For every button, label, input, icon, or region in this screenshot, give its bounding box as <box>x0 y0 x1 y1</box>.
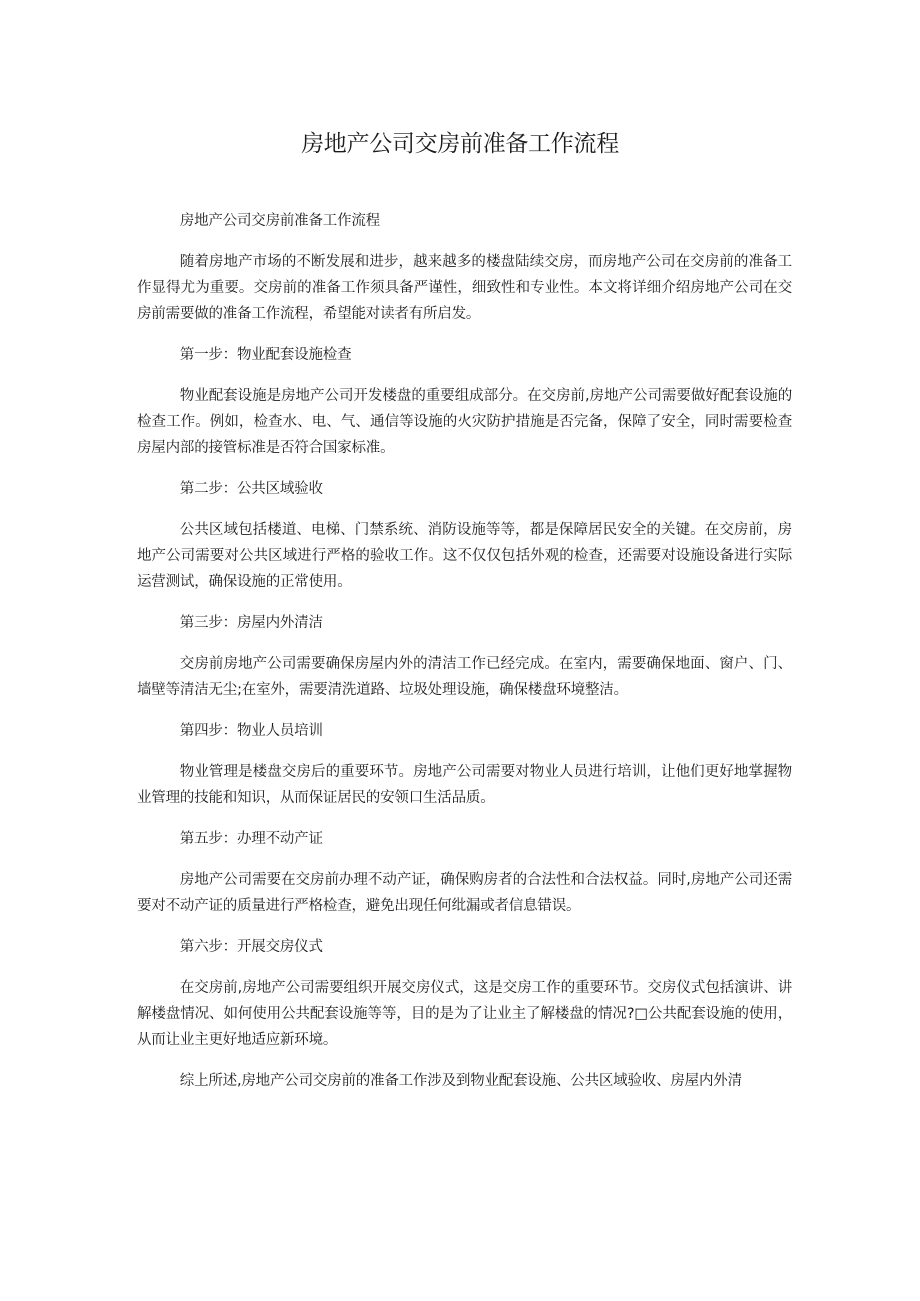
section-heading-step-3: 第三步：房屋内外清洁 <box>179 615 323 631</box>
section-heading-step-4: 第四步：物业人员培训 <box>179 723 323 739</box>
section-heading-step-2: 第二步：公共区域验收 <box>179 481 323 497</box>
paragraph-conclusion: 综上所述,房地产公司交房前的准备工作涉及到物业配套设施、公共区域验收、房屋内外清 <box>179 1073 742 1089</box>
document-title: 房地产公司交房前准备工作流程 <box>301 131 619 157</box>
section-heading-intro: 房地产公司交房前准备工作流程 <box>179 213 380 229</box>
paragraph-step-5: 房地产公司需要在交房前办理不动产证，确保购房者的合法性和合法权益。同时,房地产公司还需要对不动产证的质量进行严格检查，避免出现任何纰漏或者信息错误。 <box>137 872 792 914</box>
paragraph-step-1: 物业配套设施是房地产公司开发楼盘的重要组成部分。在交房前,房地产公司需要做好配套设施的检查工作。例如，检查水、电、气、通信等设施的火灾防护措施是否完备，保障了安全，同时需要检查房屋内部的接管标准是否符合国家标准。 <box>137 388 792 456</box>
paragraph-step-4: 物业管理是楼盘交房后的重要环节。房地产公司需要对物业人员进行培训，让他们更好地掌握物业管理的技能和知识，从而保证居民的安领口生活品质。 <box>137 764 792 806</box>
section-heading-step-5: 第五步：办理不动产证 <box>179 831 323 847</box>
paragraph-intro: 随着房地产市场的不断发展和进步，越来越多的楼盘陆续交房，而房地产公司在交房前的准备工作显得尤为重要。交房前的准备工作须具备严谨性，细致性和专业性。本文将详细介绍房地产公司在交房前需要做的准备工作流程，希望能对读者有所启发。 <box>137 254 792 322</box>
paragraph-step-6: 在交房前,房地产公司需要组织开展交房仪式，这是交房工作的重要环节。交房仪式包括演讲、讲解楼盘情况、如何使用公共配套设施等等，目的是为了让业主了解楼盘的情况?□公共配套设施的使用，从而让业主更好地适应新环境。 <box>137 980 792 1048</box>
section-heading-step-6: 第六步：开展交房仪式 <box>179 939 323 955</box>
paragraph-step-2: 公共区域包括楼道、电梯、门禁系统、消防设施等等，都是保障居民安全的关键。在交房前，房地产公司需要对公共区域进行严格的验收工作。这不仅仅包括外观的检查，还需要对设施设备进行实际运营测试，确保设施的正常使用。 <box>137 522 792 590</box>
section-heading-step-1: 第一步：物业配套设施检查 <box>179 347 352 363</box>
document-body <box>137 208 792 1109</box>
paragraph-step-3: 交房前房地产公司需要确保房屋内外的清洁工作已经完成。在室内，需要确保地面、窗户、门、墙壁等清洁无尘;在室外，需要清洗道路、垃圾处理设施，确保楼盘环境整洁。 <box>137 656 792 698</box>
